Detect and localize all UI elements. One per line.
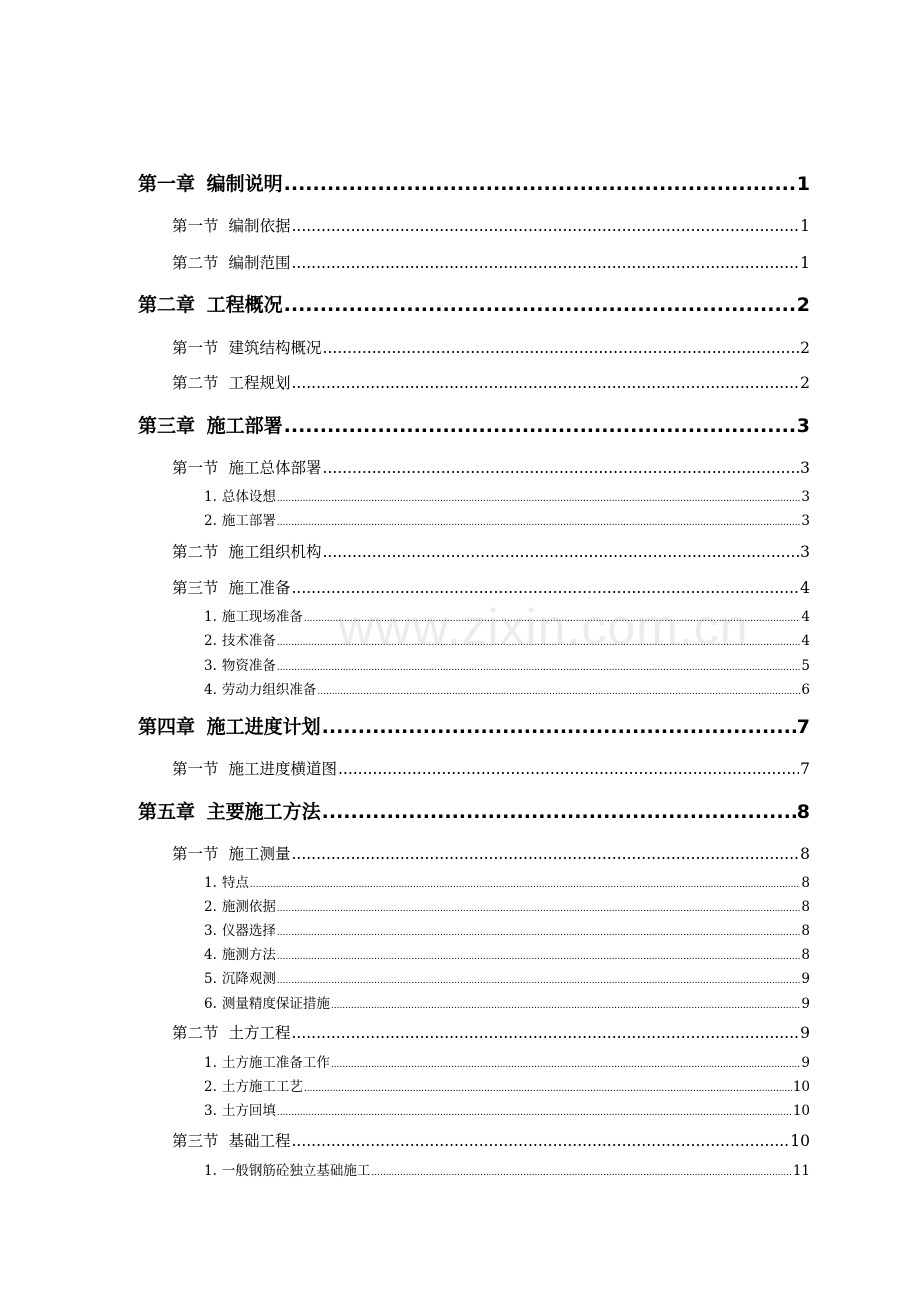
toc-title: 仪器选择 — [221, 923, 276, 939]
toc-page-number: 8 — [801, 899, 810, 915]
toc-number: 2. — [204, 633, 217, 649]
toc-title: 工程规划 — [228, 374, 291, 392]
toc-label — [204, 512, 276, 530]
toc-page-number: 1 — [800, 254, 810, 272]
toc-title: 施测依据 — [221, 899, 276, 915]
toc-title: 施工现场准备 — [221, 609, 303, 625]
toc-page-number: 8 — [796, 801, 810, 823]
dot-leader — [322, 457, 799, 479]
toc-title: 一般钢筋砼独立基础施工 — [221, 1163, 371, 1179]
dot-leader — [284, 412, 796, 440]
toc-title: 沉降观测 — [221, 971, 276, 987]
toc-page-number: 8 — [800, 845, 810, 863]
dot-leader — [277, 898, 801, 918]
toc-title: 施工部署 — [206, 415, 283, 437]
toc-label — [172, 372, 290, 394]
toc-item[interactable] — [204, 488, 810, 506]
toc-label — [204, 874, 249, 892]
toc-section[interactable] — [172, 215, 810, 237]
toc-item[interactable] — [204, 970, 810, 988]
toc-section[interactable] — [172, 1130, 810, 1152]
toc-item[interactable] — [204, 1054, 810, 1072]
dot-leader — [338, 758, 799, 780]
toc-number: 第二章 — [138, 294, 196, 316]
toc-number: 第三章 — [138, 415, 196, 437]
toc-label — [204, 898, 276, 916]
toc-section[interactable] — [172, 577, 810, 599]
toc-page-number: 1 — [800, 217, 810, 235]
toc-chapter[interactable] — [138, 713, 810, 741]
toc-page-number: 3 — [801, 513, 810, 529]
toc-title: 施工总体部署 — [228, 459, 322, 477]
toc-item[interactable] — [204, 898, 810, 916]
watermark: www.zixin.com.cn — [338, 599, 749, 655]
toc-number: 5. — [204, 971, 217, 987]
toc-page-number: 9 — [800, 1024, 810, 1042]
toc-label — [172, 215, 290, 237]
toc-page-number: 10 — [790, 1132, 810, 1150]
toc-number: 第一节 — [172, 217, 219, 235]
toc-number: 第三节 — [172, 1132, 219, 1150]
toc-item[interactable] — [204, 657, 810, 675]
dot-leader — [277, 946, 801, 966]
toc-label — [138, 412, 283, 440]
toc-number: 第一节 — [172, 459, 219, 477]
toc-page-number: 3 — [801, 489, 810, 505]
toc-section[interactable] — [172, 758, 810, 780]
dot-leader — [291, 577, 799, 599]
toc-number: 4. — [204, 682, 217, 698]
toc-label — [172, 541, 321, 563]
toc-label — [204, 488, 276, 506]
toc-item[interactable] — [204, 946, 810, 964]
toc-title: 编制说明 — [206, 173, 283, 195]
toc-section[interactable] — [172, 1022, 810, 1044]
toc-page-number: 4 — [801, 633, 810, 649]
dot-leader — [331, 1054, 801, 1074]
toc-number: 1. — [204, 875, 217, 891]
toc-label — [172, 1022, 290, 1044]
toc-title: 测量精度保证措施 — [221, 996, 330, 1012]
toc-title: 施工进度计划 — [206, 716, 321, 738]
toc-label — [204, 922, 276, 940]
toc-section[interactable] — [172, 337, 810, 359]
toc-title: 工程概况 — [206, 294, 283, 316]
dot-leader — [322, 337, 799, 359]
dot-leader — [277, 657, 801, 677]
toc-label — [204, 1102, 276, 1120]
toc-number: 第二节 — [172, 254, 219, 272]
dot-leader — [304, 608, 801, 628]
toc-section[interactable] — [172, 541, 810, 563]
toc-page-number: 2 — [800, 339, 810, 357]
toc-page-number: 10 — [792, 1103, 810, 1119]
toc-title: 基础工程 — [228, 1132, 291, 1150]
toc-title: 施工准备 — [228, 579, 291, 597]
toc-item[interactable] — [204, 608, 810, 626]
toc-chapter[interactable] — [138, 291, 810, 319]
toc-number: 3. — [204, 1103, 217, 1119]
dot-leader — [250, 874, 801, 894]
toc-number: 2. — [204, 899, 217, 915]
dot-leader — [322, 798, 796, 826]
toc-title: 施工进度横道图 — [228, 760, 337, 778]
toc-number: 4. — [204, 947, 217, 963]
toc-chapter[interactable] — [138, 412, 810, 440]
toc-label — [172, 252, 290, 274]
toc-item[interactable] — [204, 512, 810, 530]
dot-leader — [304, 1078, 792, 1098]
toc-title: 土方工程 — [228, 1024, 291, 1042]
toc-label — [204, 1078, 303, 1096]
toc-label — [172, 758, 337, 780]
toc-item[interactable] — [204, 681, 810, 699]
toc-title: 物资准备 — [221, 658, 276, 674]
toc-title: 技术准备 — [221, 633, 276, 649]
toc-section[interactable] — [172, 457, 810, 479]
toc-label — [204, 1054, 330, 1072]
toc-item[interactable] — [204, 1078, 810, 1096]
toc-label — [204, 632, 276, 650]
dot-leader — [277, 488, 801, 508]
toc-number: 2. — [204, 513, 217, 529]
toc-item[interactable] — [204, 874, 810, 892]
toc-number: 1. — [204, 1055, 217, 1071]
toc-number: 第一节 — [172, 845, 219, 863]
toc-page-number: 5 — [801, 658, 810, 674]
dot-leader — [371, 1162, 791, 1182]
toc-page-number: 3 — [800, 459, 810, 477]
toc-number: 第三节 — [172, 579, 219, 597]
toc-title: 总体设想 — [221, 489, 276, 505]
toc-title: 施工组织机构 — [228, 543, 322, 561]
toc-title: 施测方法 — [221, 947, 276, 963]
toc-number: 1. — [204, 1163, 217, 1179]
toc-title: 施工部署 — [221, 513, 276, 529]
dot-leader — [284, 291, 796, 319]
toc-title: 施工测量 — [228, 845, 291, 863]
toc-number: 第一章 — [138, 173, 196, 195]
dot-leader — [277, 922, 801, 942]
dot-leader — [284, 170, 796, 198]
toc-page-number: 9 — [801, 996, 810, 1012]
toc-page-number: 8 — [801, 947, 810, 963]
toc-page-number: 11 — [792, 1163, 810, 1179]
dot-leader — [291, 372, 799, 394]
toc-section[interactable] — [172, 252, 810, 274]
toc-page-number: 2 — [796, 294, 810, 316]
toc-title: 特点 — [221, 875, 249, 891]
toc-number: 1. — [204, 609, 217, 625]
toc-number: 第四章 — [138, 716, 196, 738]
toc-item[interactable] — [204, 632, 810, 650]
toc-item[interactable] — [204, 995, 810, 1013]
toc-number: 第一节 — [172, 339, 219, 357]
dot-leader — [291, 1022, 799, 1044]
toc-label — [172, 337, 321, 359]
toc-label — [204, 946, 276, 964]
toc-number: 6. — [204, 996, 217, 1012]
toc-page-number: 9 — [801, 1055, 810, 1071]
toc-page-number: 4 — [800, 579, 810, 597]
toc-page-number: 1 — [796, 173, 810, 195]
toc-title: 劳动力组织准备 — [221, 682, 317, 698]
toc-label — [172, 843, 290, 865]
dot-leader — [322, 713, 796, 741]
toc-page-number: 7 — [800, 760, 810, 778]
dot-leader — [317, 681, 800, 701]
toc-number: 1. — [204, 489, 217, 505]
toc-section[interactable] — [172, 372, 810, 394]
toc-label — [204, 657, 276, 675]
dot-leader — [291, 843, 799, 865]
toc-page-number: 2 — [800, 374, 810, 392]
toc-number: 2. — [204, 1079, 217, 1095]
toc-label — [172, 577, 290, 599]
toc-page-number: 4 — [801, 609, 810, 625]
toc-label — [138, 798, 321, 826]
dot-leader — [291, 215, 799, 237]
toc-section[interactable] — [172, 843, 810, 865]
dot-leader — [277, 632, 801, 652]
dot-leader — [291, 252, 799, 274]
toc-chapter[interactable] — [138, 170, 810, 198]
toc-number: 第五章 — [138, 801, 196, 823]
toc-item[interactable] — [204, 922, 810, 940]
toc-title: 土方回填 — [221, 1103, 276, 1119]
toc-title: 编制依据 — [228, 217, 291, 235]
dot-leader — [331, 995, 801, 1015]
toc-title: 建筑结构概况 — [228, 339, 322, 357]
toc-title: 主要施工方法 — [206, 801, 321, 823]
dot-leader — [277, 512, 801, 532]
toc-page-number: 8 — [801, 875, 810, 891]
toc-label — [204, 608, 303, 626]
toc-chapter[interactable] — [138, 798, 810, 826]
toc-number: 第一节 — [172, 760, 219, 778]
toc-number: 3. — [204, 923, 217, 939]
toc-page-number: 9 — [801, 971, 810, 987]
toc-label — [204, 1162, 370, 1180]
toc-label — [138, 713, 321, 741]
toc-label — [204, 681, 316, 699]
toc-number: 第二节 — [172, 543, 219, 561]
toc-page-number: 3 — [800, 543, 810, 561]
toc-page-number: 3 — [796, 415, 810, 437]
toc-label — [172, 1130, 290, 1152]
toc-item[interactable] — [204, 1102, 810, 1120]
toc-label — [204, 970, 276, 988]
toc-label — [138, 291, 283, 319]
dot-leader — [277, 1102, 792, 1122]
dot-leader — [291, 1130, 789, 1152]
dot-leader — [322, 541, 799, 563]
toc-label — [138, 170, 283, 198]
toc-page-number: 6 — [801, 682, 810, 698]
toc-page-number: 8 — [801, 923, 810, 939]
toc-label — [172, 457, 321, 479]
toc-page-number: 7 — [796, 716, 810, 738]
toc-item[interactable] — [204, 1162, 810, 1180]
dot-leader — [277, 970, 801, 990]
toc-title: 土方施工工艺 — [221, 1079, 303, 1095]
toc-label — [204, 995, 330, 1013]
toc-number: 3. — [204, 658, 217, 674]
toc-number: 第二节 — [172, 374, 219, 392]
toc-number: 第二节 — [172, 1024, 219, 1042]
toc-title: 土方施工准备工作 — [221, 1055, 330, 1071]
toc-page-number: 10 — [792, 1079, 810, 1095]
toc-title: 编制范围 — [228, 254, 291, 272]
